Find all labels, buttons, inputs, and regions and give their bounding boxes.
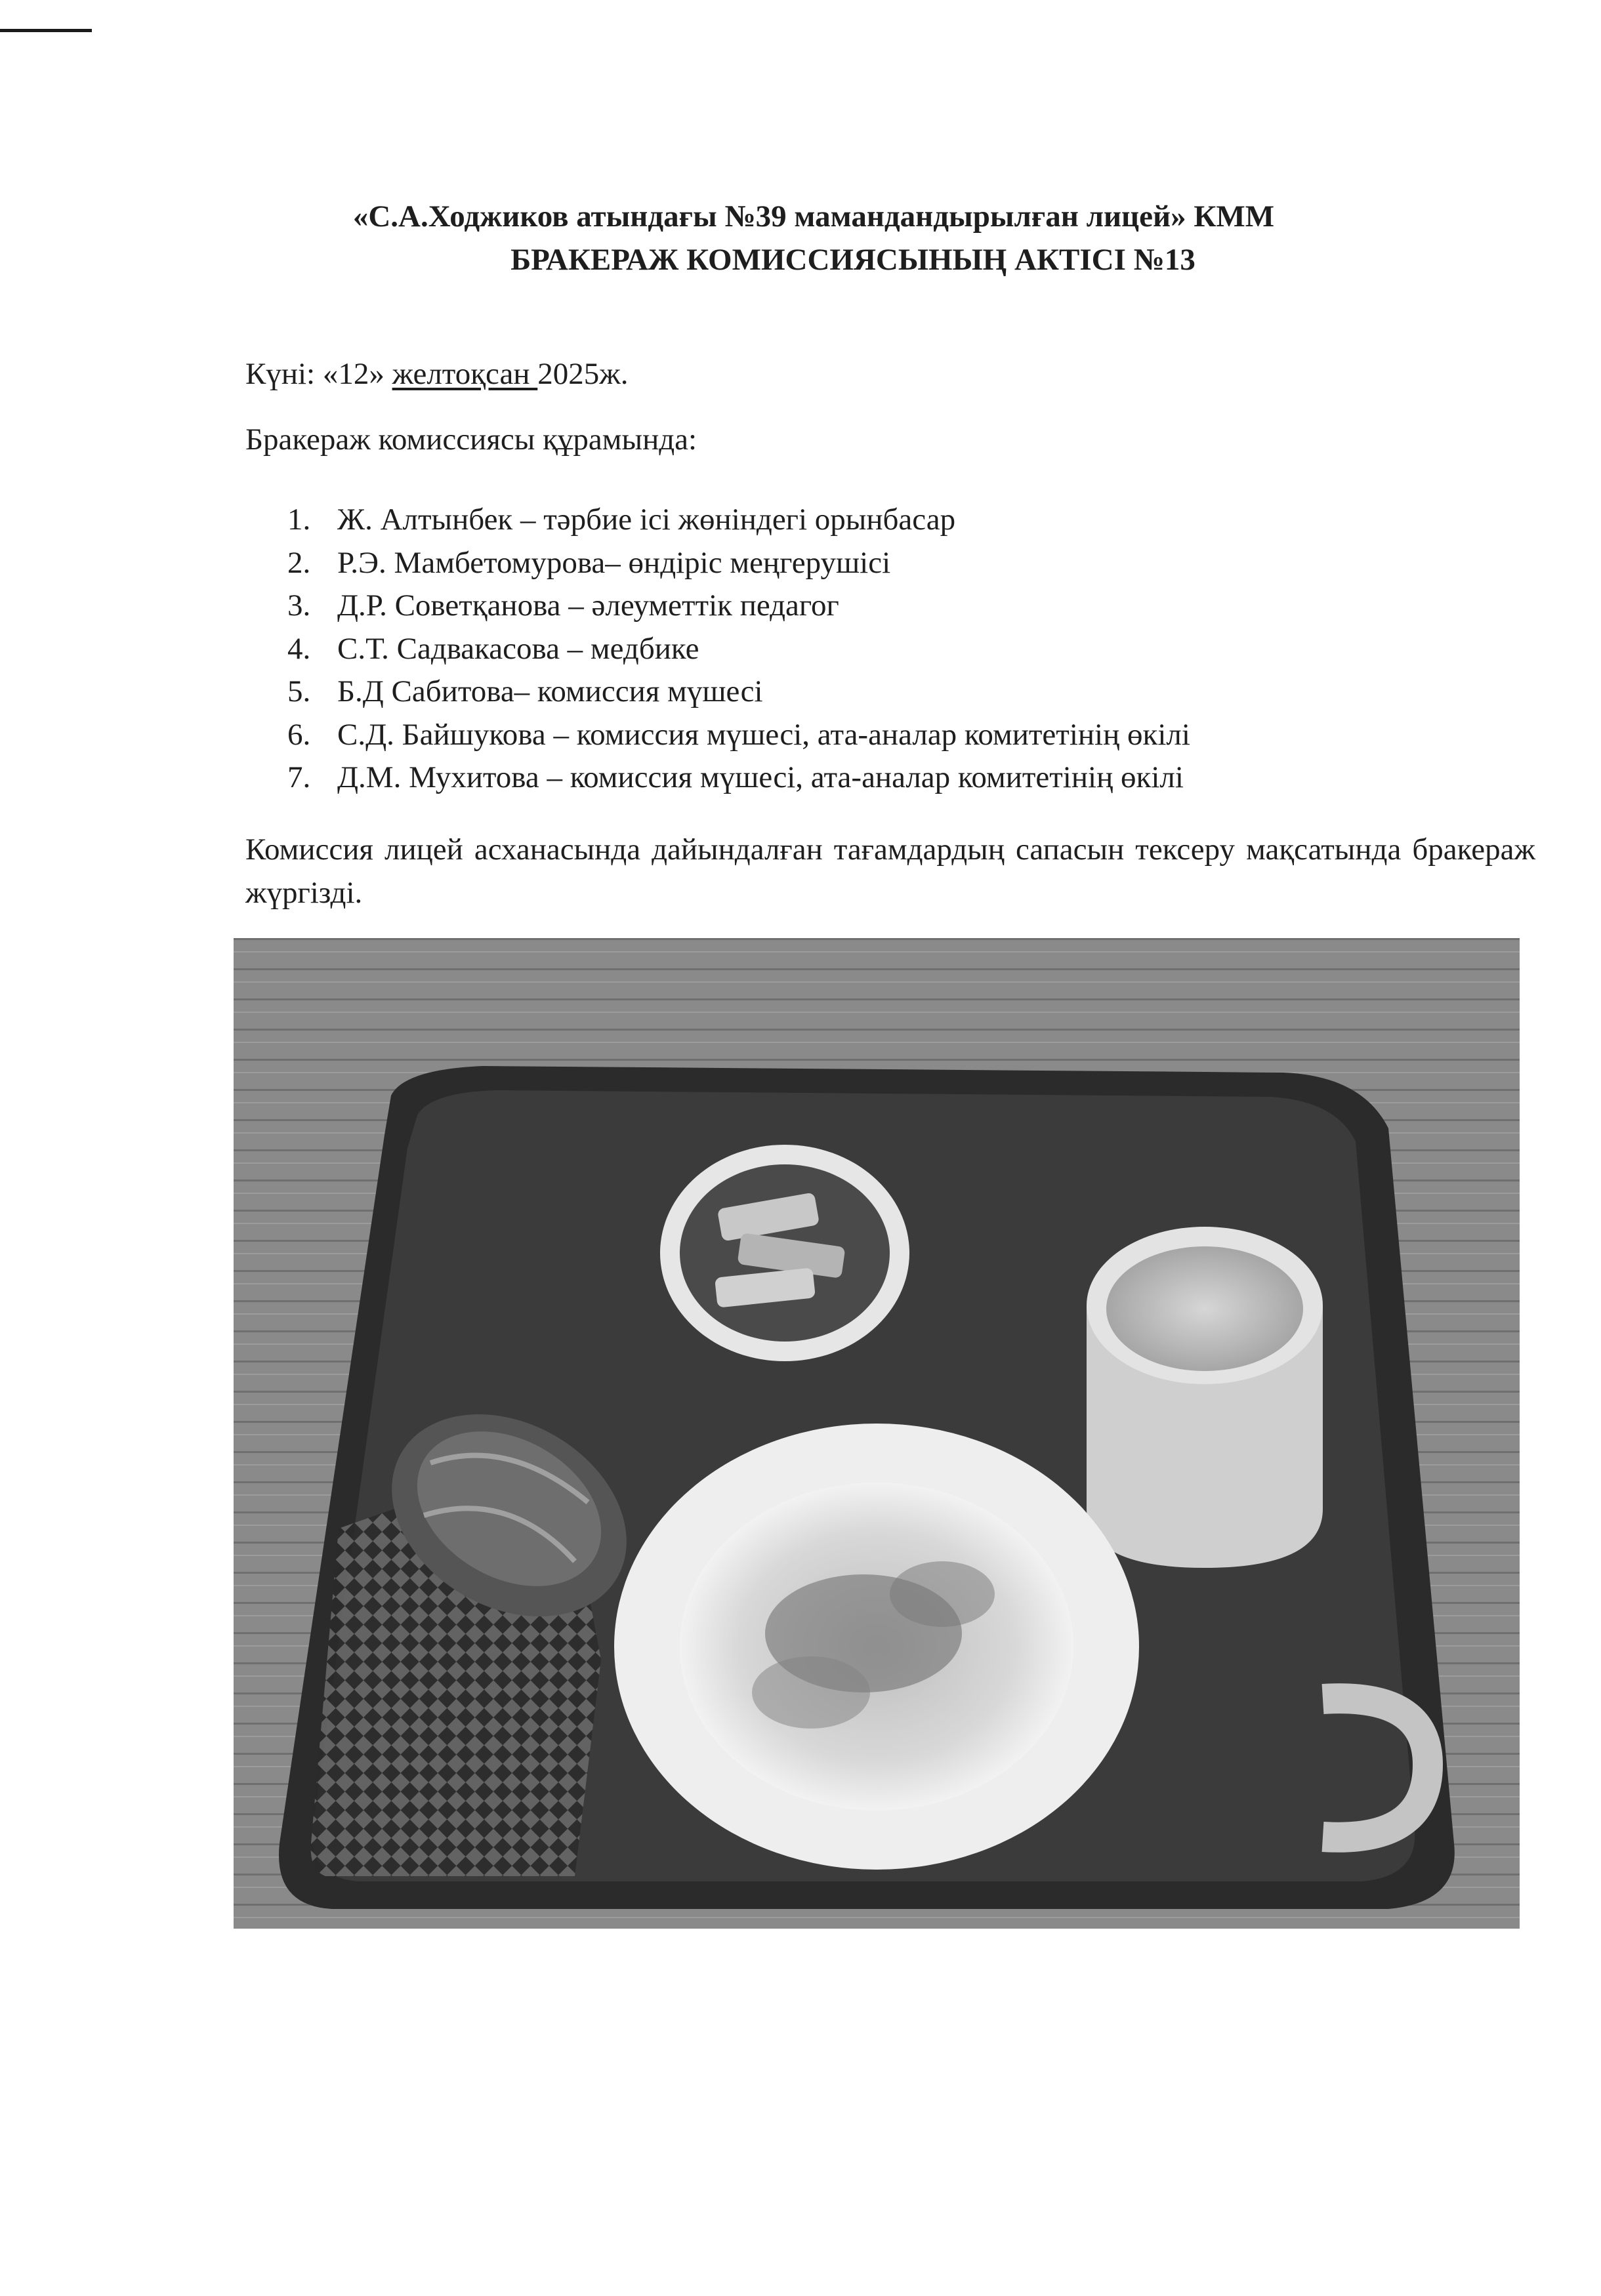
- list-item: 3. Д.Р. Советқанова – әлеуметтік педагог: [287, 588, 839, 623]
- list-item: 4. С.Т. Садвакасова – медбике: [287, 631, 699, 666]
- committee-list: [287, 499, 1190, 800]
- list-item: 1. Ж. Алтынбек – тәрбие ісі жөніндегі орынбасар: [287, 502, 956, 537]
- committee-intro: Бракераж комиссиясы құрамында:: [245, 422, 697, 457]
- list-item: 6. С.Д. Байшукова – комиссия мүшесі, ата-аналар комитетінің өкілі: [287, 717, 1190, 752]
- bowl-icon: [660, 1145, 909, 1361]
- list-item: 7. Д.М. Мухитова – комиссия мүшесі, ата-аналар комитетінің өкілі: [287, 760, 1184, 794]
- inspection-paragraph: Комиссия лицей асханасында дайындалған тағамдардың сапасын тексеру мақсатында бракераж жүргізді.: [245, 832, 1535, 910]
- list-item: 2. Р.Э. Мамбетомурова– өндіріс меңгерушісі: [287, 545, 891, 580]
- date-prefix: Күні: «12»: [245, 357, 392, 391]
- act-date: [245, 354, 628, 394]
- meal-photo: [234, 938, 1520, 1929]
- organization-title: «С.А.Ходжиков атындағы №39 мамандандырылған лицей» КММ: [352, 199, 1275, 234]
- act-title: БРАКЕРАЖ КОМИССИЯСЫНЫҢ АКТІСІ №13: [510, 243, 1196, 277]
- scan-mark: [0, 29, 92, 32]
- date-month: желтоқсан: [392, 357, 538, 391]
- list-item: 5. Б.Д Сабитова– комиссия мүшесі: [287, 674, 763, 708]
- date-year: 2025ж.: [537, 357, 629, 391]
- plate-icon: [614, 1424, 1139, 1870]
